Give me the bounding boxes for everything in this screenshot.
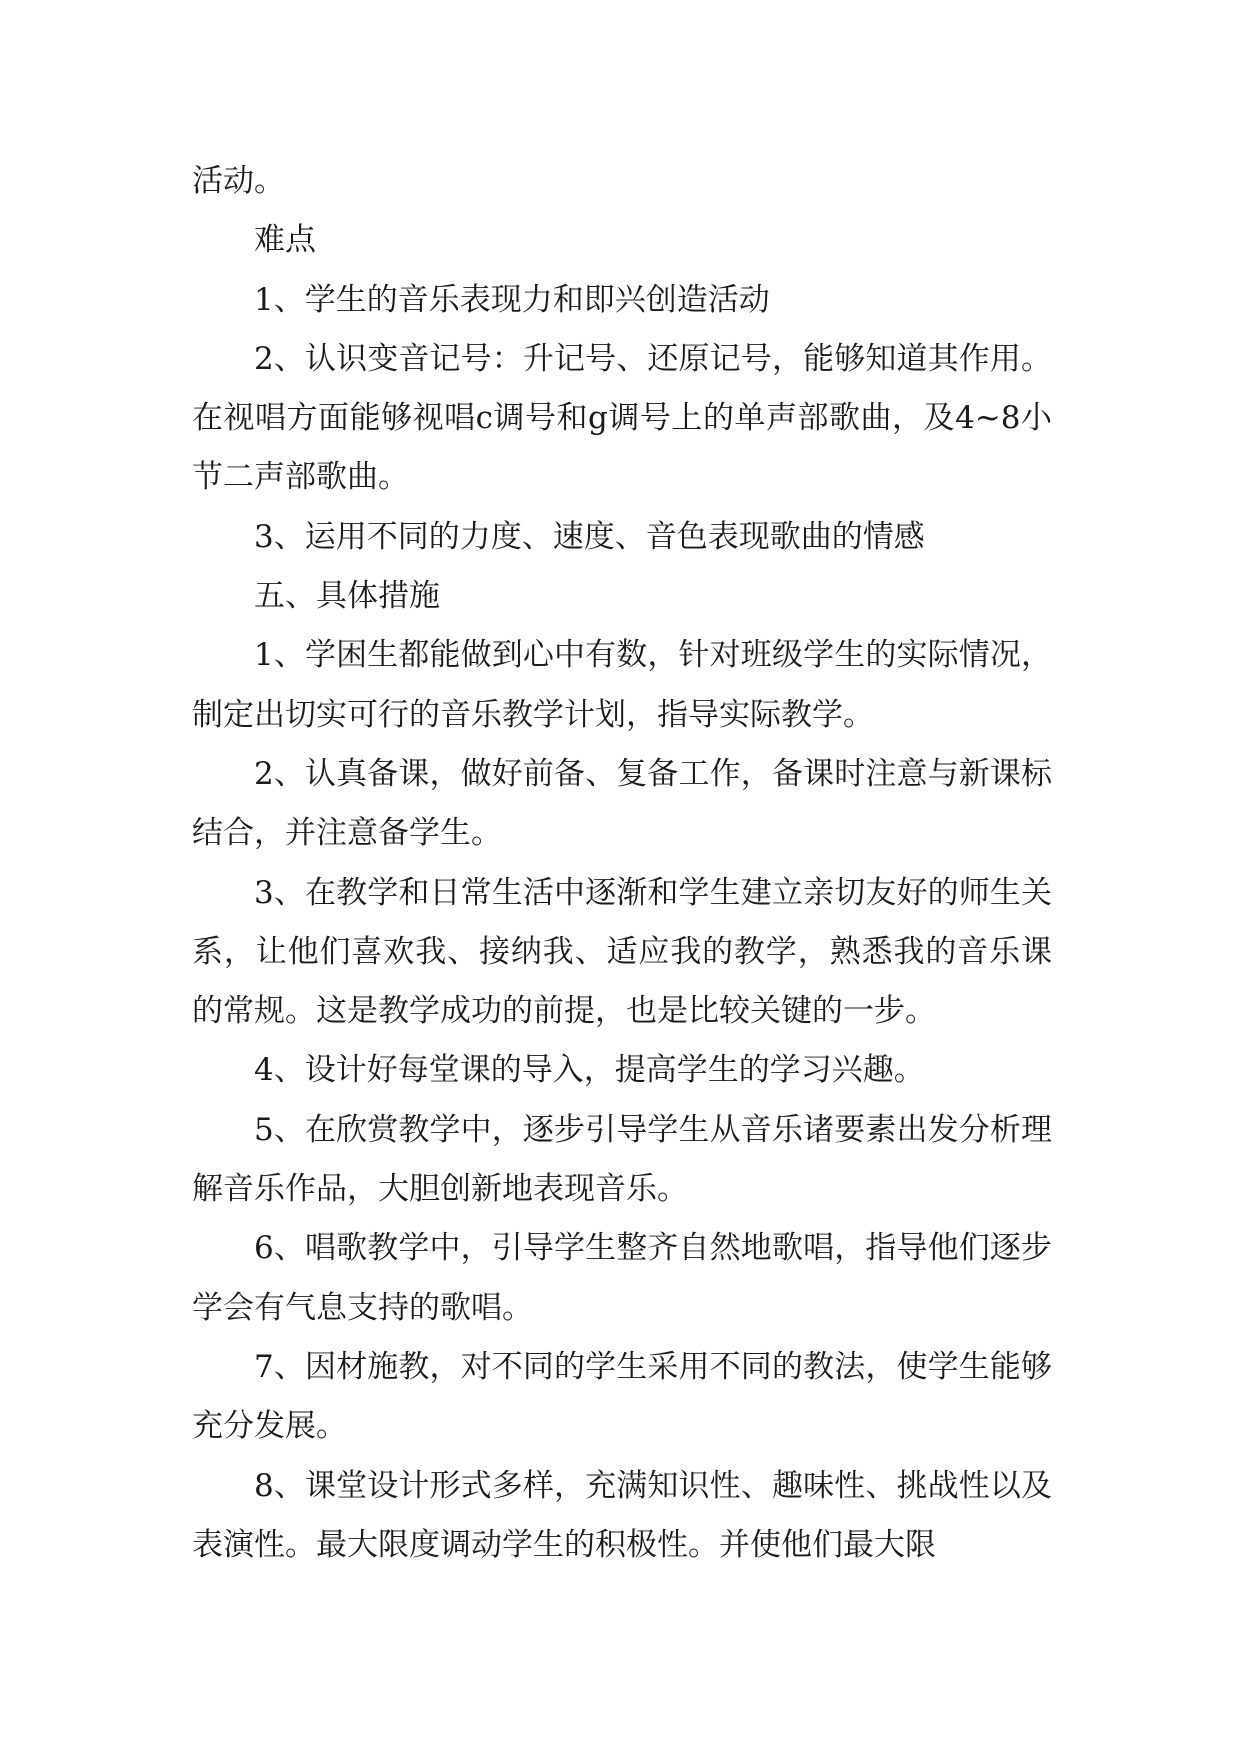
paragraph-difficulty-3: 3、运用不同的力度、速度、音色表现歌曲的情感 [254, 518, 925, 555]
document-page [192, 152, 1052, 1575]
paragraph-measure-7: 7、因材施教，对不同的学生采用不同的教法，使学生能够充分发展。 [192, 1348, 1052, 1445]
paragraph-measure-1: 1、学困生都能做到心中有数，针对班级学生的实际情况，制定出切实可行的音乐教学计划，指导实际教学。 [192, 637, 1052, 733]
paragraph-measure-5: 5、在欣赏教学中，逐步引导学生从音乐诸要素出发分析理解音乐作品，大胆创新地表现音乐。 [192, 1111, 1052, 1208]
heading-difficulties: 难点 [254, 222, 316, 259]
paragraph-measure-8: 8、课堂设计形式多样，充满知识性、趣味性、挑战性以及表演性。最大限度调动学生的积极性。并使他们最大限 [192, 1467, 1052, 1563]
heading-measures: 五、具体措施 [254, 578, 440, 615]
paragraph-continuation: 活动。 [192, 163, 285, 199]
paragraph-measure-4: 4、设计好每堂课的导入，提高学生的学习兴趣。 [254, 1052, 925, 1089]
paragraph-difficulty-1: 1、学生的音乐表现力和即兴创造活动 [254, 281, 770, 318]
paragraph-measure-3: 3、在教学和日常生活中逐渐和学生建立亲切友好的师生关系，让他们喜欢我、接纳我、适应我的教学，熟悉我的音乐课的常规。这是教学成功的前提，也是比较关键的一步。 [192, 874, 1052, 1030]
paragraph-measure-6: 6、唱歌教学中，引导学生整齐自然地歌唱，指导他们逐步学会有气息支持的歌唱。 [192, 1230, 1052, 1326]
paragraph-difficulty-2: 2、认识变音记号：升记号、还原记号，能够知道其作用。在视唱方面能够视唱c调号和g调号上的单声部歌曲，及4~8小节二声部歌曲。 [192, 340, 1052, 496]
paragraph-measure-2: 2、认真备课，做好前备、复备工作，备课时注意与新课标结合，并注意备学生。 [192, 755, 1052, 852]
